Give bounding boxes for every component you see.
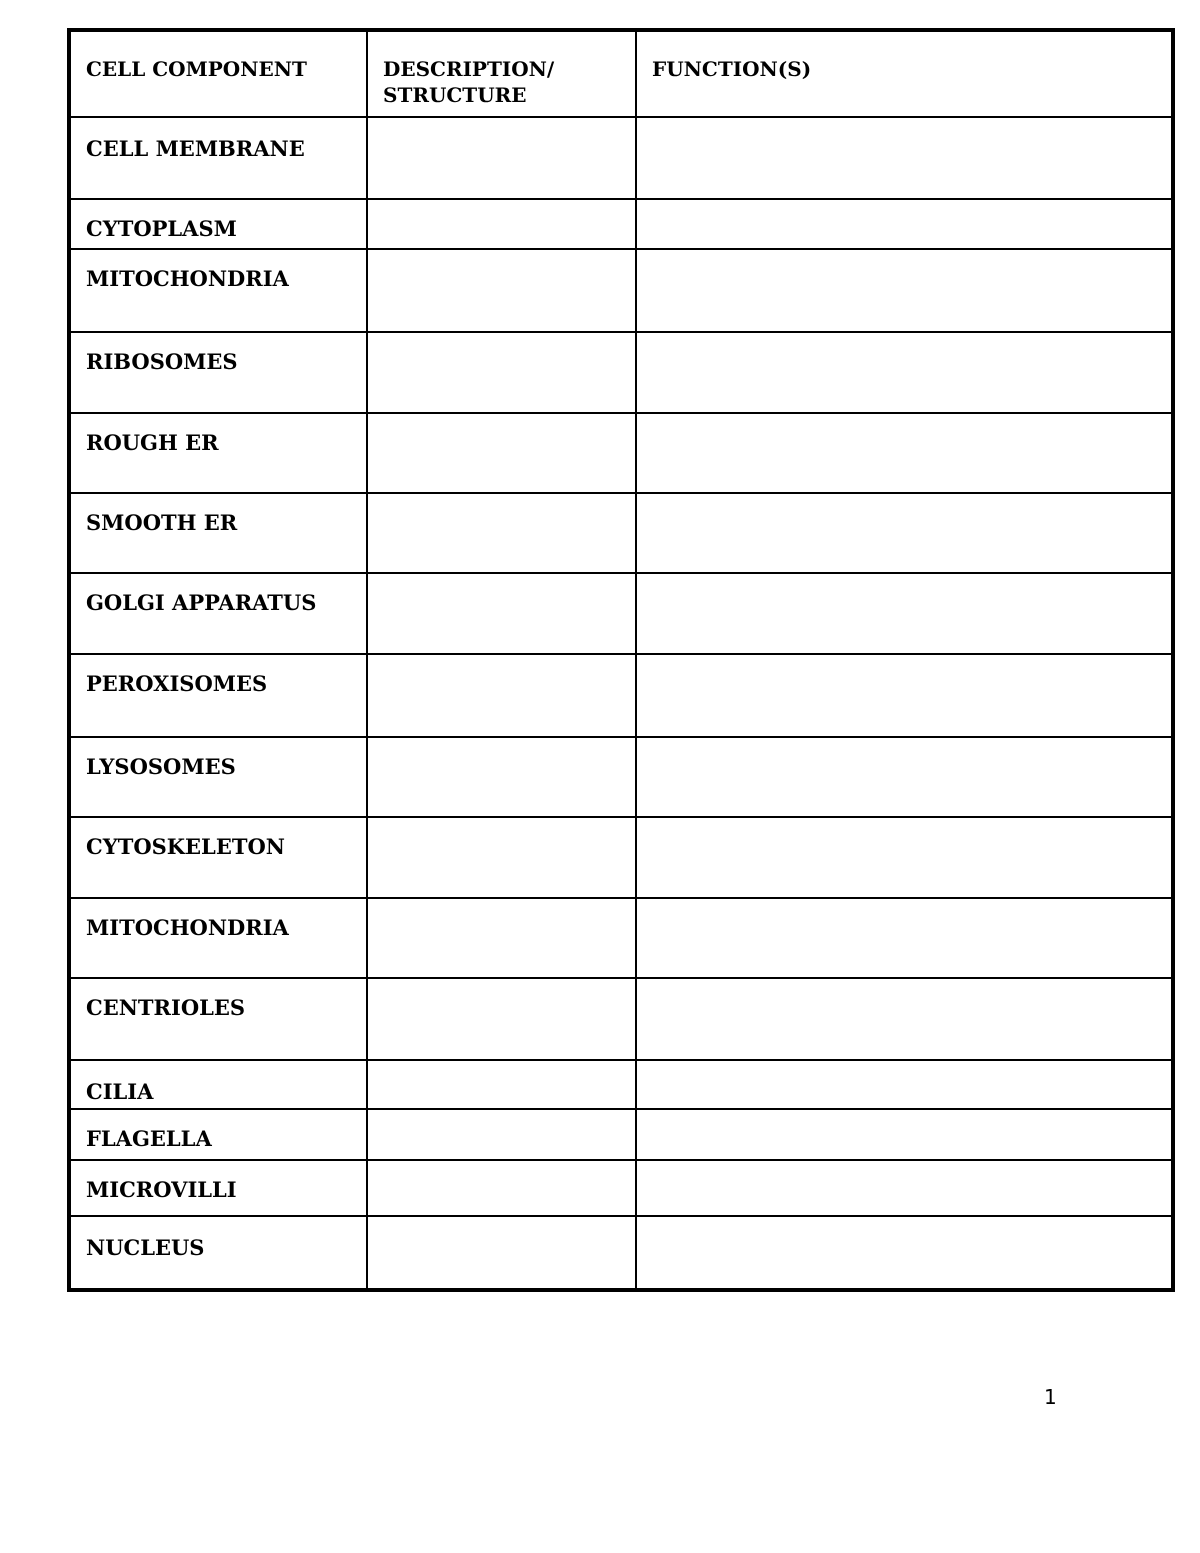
function-cell[interactable] [636,413,1173,493]
table-row [69,654,1173,737]
header-cell-component: CELL COMPONENT [69,30,367,117]
component-cell: FLAGELLA [69,1109,367,1160]
function-cell[interactable] [636,978,1173,1060]
table-row [69,978,1173,1060]
component-cell: MICROVILLI [69,1160,367,1216]
component-cell: MITOCHONDRIA [69,898,367,978]
header-functions: FUNCTION(S) [636,30,1173,117]
component-cell: CENTRIOLES [69,978,367,1060]
component-cell: CELL MEMBRANE [69,117,367,199]
table-row [69,493,1173,573]
table-row [69,117,1173,199]
function-cell[interactable] [636,1216,1173,1290]
table-row [69,199,1173,249]
table-row [69,817,1173,898]
description-cell[interactable] [367,898,636,978]
function-cell[interactable] [636,332,1173,413]
component-cell: PEROXISOMES [69,654,367,737]
description-cell[interactable] [367,117,636,199]
component-cell: ROUGH ER [69,413,367,493]
description-cell[interactable] [367,199,636,249]
header-description-structure: DESCRIPTION/ STRUCTURE [367,30,636,117]
table-row [69,573,1173,654]
component-cell: LYSOSOMES [69,737,367,817]
function-cell[interactable] [636,493,1173,573]
function-cell[interactable] [636,1160,1173,1216]
table-header-row [69,30,1173,117]
description-cell[interactable] [367,493,636,573]
component-cell: MITOCHONDRIA [69,249,367,332]
function-cell[interactable] [636,737,1173,817]
description-cell[interactable] [367,332,636,413]
function-cell[interactable] [636,817,1173,898]
description-cell[interactable] [367,413,636,493]
description-cell[interactable] [367,1060,636,1109]
description-cell[interactable] [367,1160,636,1216]
table-row [69,1160,1173,1216]
description-cell[interactable] [367,1216,636,1290]
table-row [69,1109,1173,1160]
page-number: 1 [1044,1385,1057,1409]
component-cell: GOLGI APPARATUS [69,573,367,654]
description-cell[interactable] [367,1109,636,1160]
function-cell[interactable] [636,1060,1173,1109]
function-cell[interactable] [636,199,1173,249]
component-cell: CILIA [69,1060,367,1109]
function-cell[interactable] [636,654,1173,737]
description-cell[interactable] [367,573,636,654]
description-cell[interactable] [367,817,636,898]
cell-components-table [67,28,1175,1292]
component-cell: CYTOPLASM [69,199,367,249]
table-row [69,249,1173,332]
component-cell: SMOOTH ER [69,493,367,573]
component-cell: RIBOSOMES [69,332,367,413]
function-cell[interactable] [636,1109,1173,1160]
table-row [69,1060,1173,1109]
table-row [69,737,1173,817]
description-cell[interactable] [367,978,636,1060]
function-cell[interactable] [636,249,1173,332]
table-row [69,1216,1173,1290]
description-cell[interactable] [367,654,636,737]
function-cell[interactable] [636,898,1173,978]
component-cell: CYTOSKELETON [69,817,367,898]
table-row [69,413,1173,493]
function-cell[interactable] [636,573,1173,654]
table-row [69,898,1173,978]
component-cell: NUCLEUS [69,1216,367,1290]
function-cell[interactable] [636,117,1173,199]
description-cell[interactable] [367,737,636,817]
description-cell[interactable] [367,249,636,332]
table-row [69,332,1173,413]
